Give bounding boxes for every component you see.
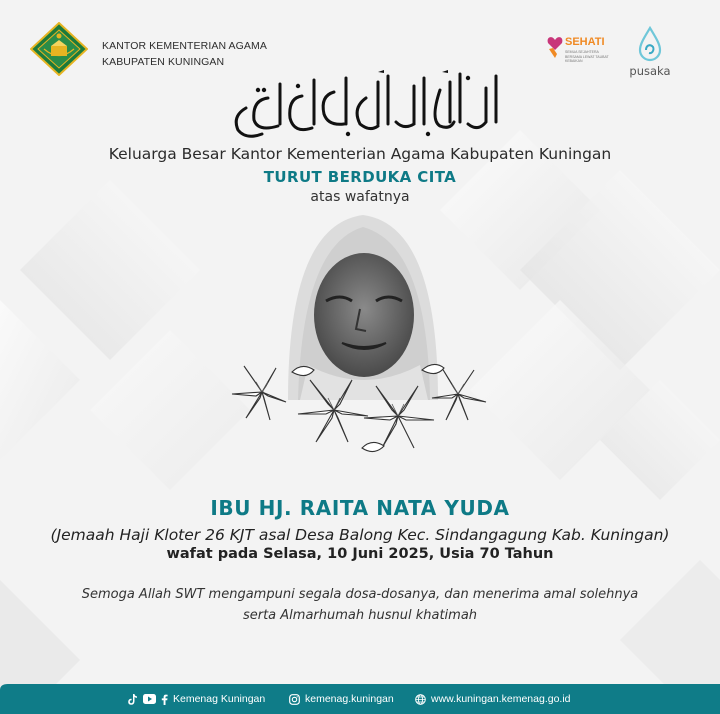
sehati-logo (545, 30, 615, 70)
org-line-2: KABUPATEN KUNINGAN (102, 56, 225, 68)
lily-flowers-decoration (222, 352, 502, 470)
istirja-calligraphy (228, 68, 508, 148)
instagram-label: kemenag.kuningan (305, 693, 394, 705)
deceased-name: IBU HJ. RAITA NATA YUDA (210, 496, 510, 520)
prayer-line-2: serta Almarhumah husnul khatimah (242, 608, 478, 623)
family-message: Keluarga Besar Kantor Kementerian Agama Kabupaten Kuningan (108, 145, 612, 163)
heart-hand-icon (545, 34, 565, 60)
water-drop-icon (635, 26, 665, 62)
prayer-line-1: Semoga Allah SWT mengampuni segala dosa-dosanya, dan menerima amal solehnya (81, 587, 639, 602)
sehati-label: SEHATI (565, 36, 605, 48)
condolence-subtext: atas wafatnya (310, 189, 410, 205)
tiktok-icon (128, 694, 138, 705)
sehati-subtitle: SEMUA SEJAHTERA BERSAMA LEWAT TAUBAT KEBAIKAN (565, 50, 609, 63)
prayer-text (0, 584, 720, 626)
social-account-label: Kemenag Kuningan (173, 693, 266, 705)
deceased-description: (Jemaah Haji Kloter 26 KJT asal Desa Balong Kec. Sindangagung Kab. Kuningan) (50, 526, 670, 544)
pusaka-logo (622, 26, 678, 82)
footer-website[interactable] (415, 693, 571, 705)
pusaka-label: pusaka (629, 64, 671, 78)
condolence-heading: TURUT BERDUKA CITA (263, 168, 457, 186)
ministry-emblem-icon (30, 22, 88, 76)
org-line-1: KANTOR KEMENTERIAN AGAMA (102, 40, 267, 52)
website-label: www.kuningan.kemenag.go.id (431, 693, 571, 705)
youtube-icon (143, 694, 156, 704)
globe-icon (415, 694, 426, 705)
footer-instagram[interactable] (289, 693, 394, 705)
footer-social-accounts[interactable] (128, 693, 265, 705)
organization-name (102, 38, 267, 70)
facebook-icon (161, 694, 168, 705)
instagram-icon (289, 694, 300, 705)
deceased-date-line: wafat pada Selasa, 10 Juni 2025, Usia 70 Tahun (166, 546, 554, 562)
